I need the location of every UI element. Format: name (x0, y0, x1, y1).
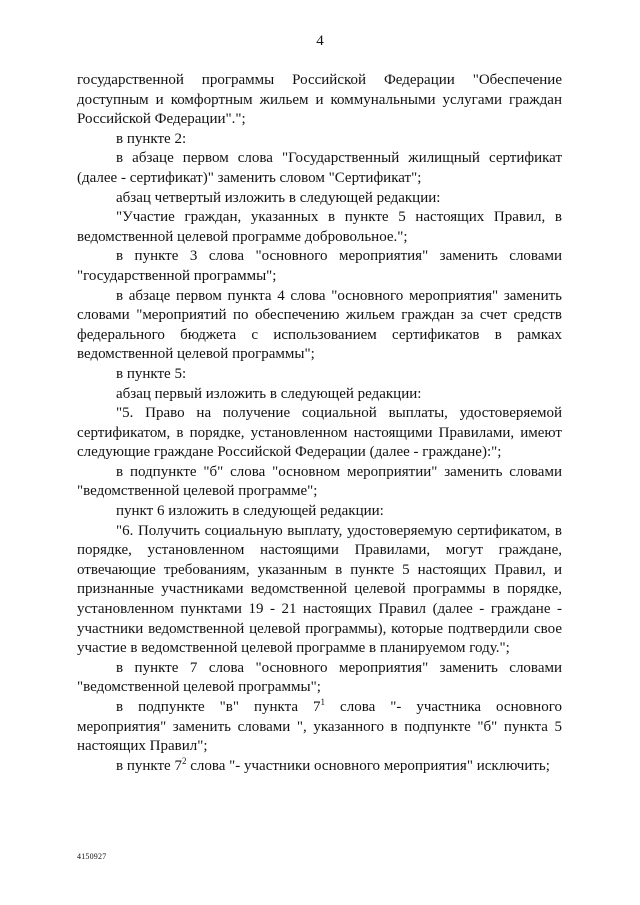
page-number: 4 (316, 33, 324, 49)
paragraph-text: в подпункте "в" пункта 7 (116, 699, 321, 715)
paragraph-text: слова "- участники основного мероприятия" исключить; (186, 757, 550, 774)
paragraph: в абзаце первом пункта 4 слова "основного мероприятия" заменить словами "мероприятий по обеспечению жильем граждан за счет средств федерального бюджета с использованием сертификатов в рамках ведомственной целевой программы"; (77, 287, 562, 363)
paragraph-text: слова "- участника основного мероприятия" заменить словами ", указанного в подпункте "б" пункта 5 настоящих Правил"; (77, 699, 562, 755)
document-code: 4150927 (77, 852, 107, 861)
document-body (77, 71, 562, 776)
paragraph: "6. Получить социальную выплату, удостоверяемую сертификатом, в порядке, установленном настоящими Правилами, могут граждане, отвечающие требованиям, указанным в пункте 5 настоящих Правил, и признанные участниками ведомственной целевой программы в порядке, установленном пунктами 19 - 21 настоящих Правил (далее - граждане - участники ведомственной целевой программы), которые подтвердили свое участие в ведомственной целевой программе в планируемом году."; (77, 522, 562, 657)
paragraph (77, 757, 562, 777)
paragraph: в абзаце первом слова "Государственный жилищный сертификат (далее - сертификат)" заменить словом "Сертификат"; (77, 150, 562, 186)
paragraph: в пункте 2: (116, 130, 187, 147)
paragraph: в подпункте "б" слова "основном мероприятии" заменить словами "ведомственной целевой программе"; (77, 463, 562, 500)
paragraph: в пункте 3 слова "основного мероприятия" заменить словами "государственной программы"; (77, 248, 562, 284)
paragraph: "5. Право на получение социальной выплаты, удостоверяемой сертификатом, в порядке, установленном настоящими Правилами, имеют следующие граждане Российской Федерации (далее - граждане):"; (77, 405, 562, 461)
paragraph: в пункте 7 слова "основного мероприятия" заменить словами "ведомственной целевой программы"; (77, 659, 562, 696)
paragraph (77, 698, 562, 757)
paragraph: государственной программы Российской Федерации "Обеспечение доступным и комфортным жильем и коммунальными услугами граждан Российской Федерации"."; (77, 72, 562, 128)
paragraph: абзац четвертый изложить в следующей редакции: (116, 189, 441, 206)
superscript: 2 (181, 755, 187, 766)
paragraph: в пункте 5: (116, 365, 187, 382)
paragraph-text: в пункте 7 (116, 757, 182, 774)
paragraph: "Участие граждан, указанных в пункте 5 настоящих Правил, в ведомственной целевой программе добровольное."; (77, 209, 562, 245)
superscript: 1 (320, 697, 326, 707)
paragraph: абзац первый изложить в следующей редакции: (116, 385, 422, 402)
paragraph: пункт 6 изложить в следующей редакции: (116, 503, 384, 520)
